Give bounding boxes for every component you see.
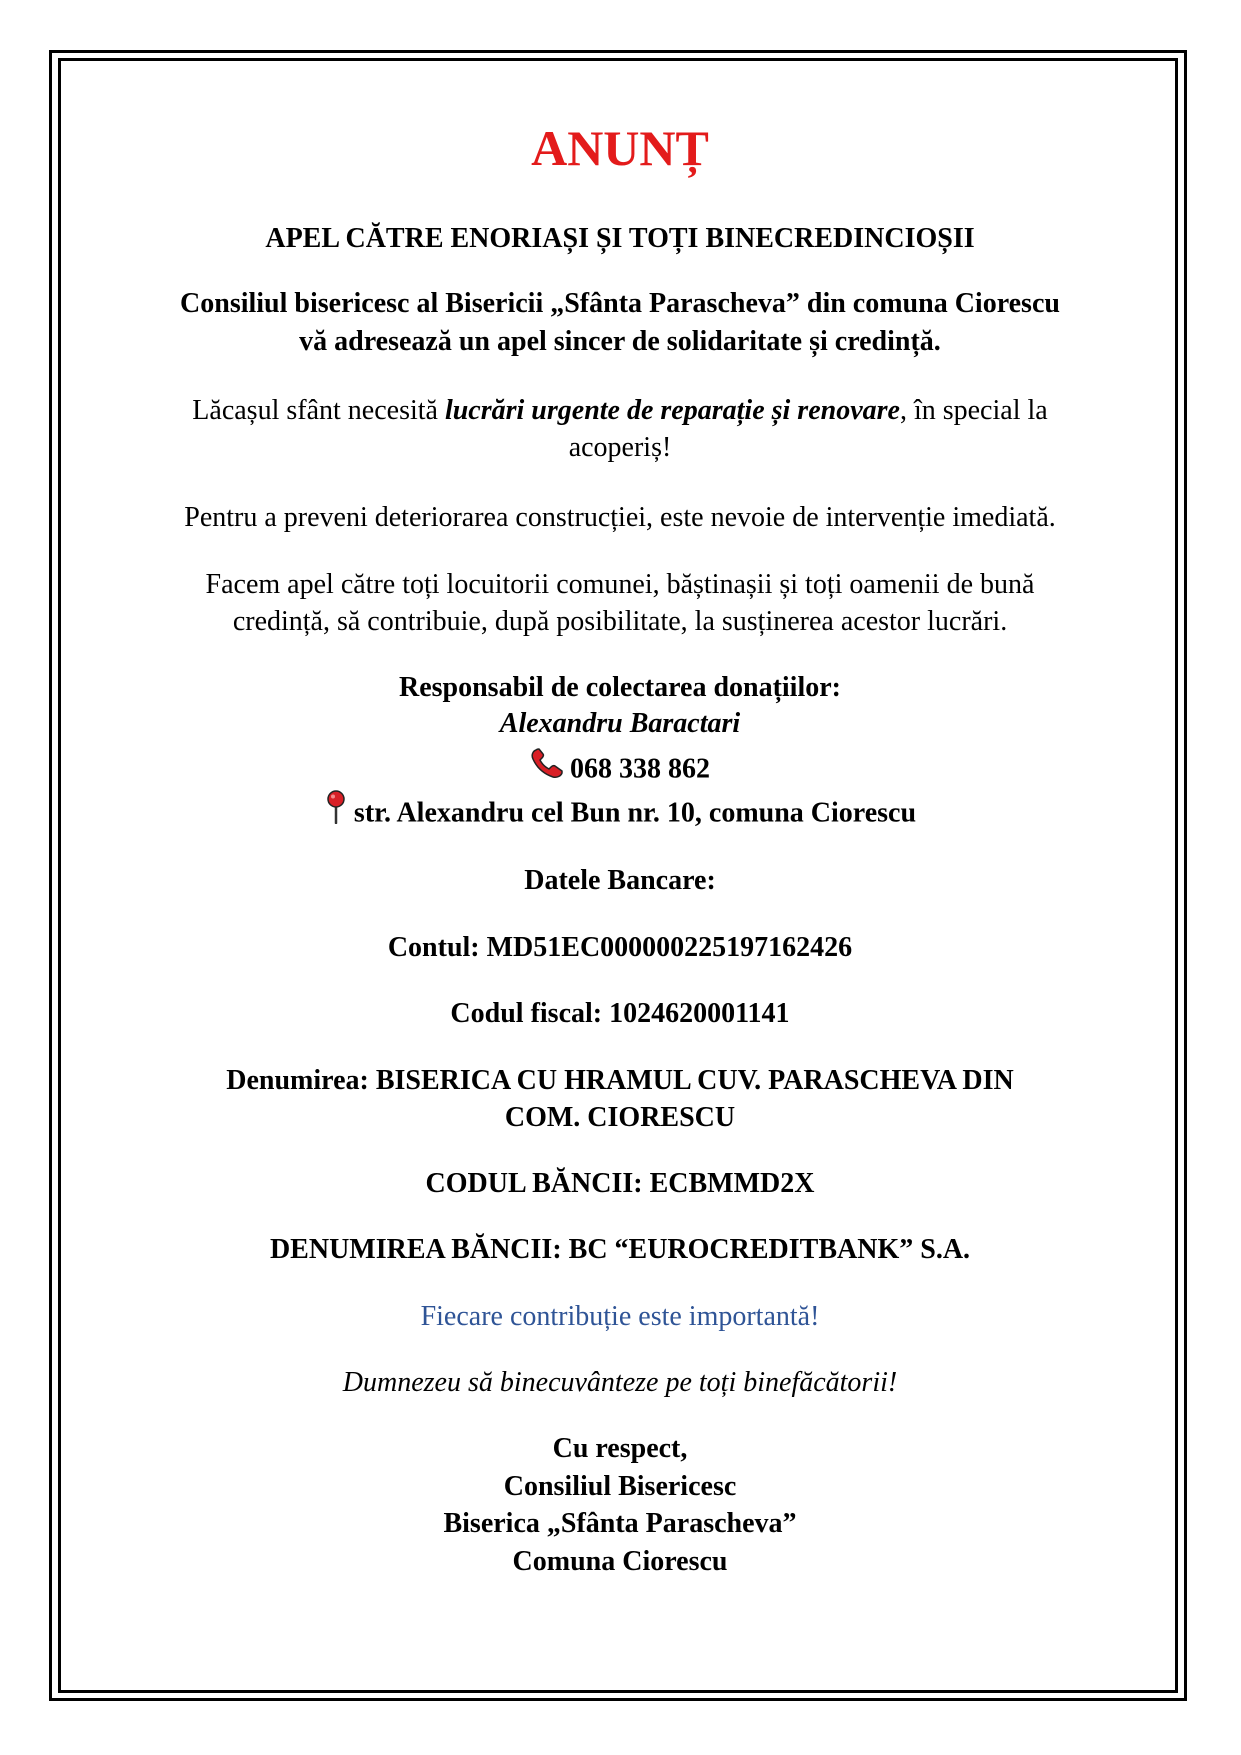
- contact-name: Alexandru Baractari: [499, 708, 741, 739]
- bank-heading: Datele Bancare:: [524, 865, 716, 896]
- signature-commune: Comuna Ciorescu: [512, 1546, 728, 1577]
- paragraph-repairs-emphasis: lucrări urgente de reparație și renovare: [444, 395, 900, 426]
- contact-phone: 068 338 862: [570, 753, 710, 785]
- phone-icon: [530, 747, 564, 789]
- bank-name-line-2: COM. CIORESCU: [504, 1102, 736, 1133]
- paragraph-prevent: Pentru a preveni deteriorarea construcției, este nevoie de intervenție imediată.: [184, 502, 1056, 533]
- bank-name-line-1: Denumirea: BISERICA CU HRAMUL CUV. PARASCHEVA DIN: [226, 1065, 1014, 1096]
- paragraph-repairs-line-2: acoperiș!: [568, 432, 672, 463]
- bank-account: Contul: MD51EC000000225197162426: [387, 932, 853, 963]
- contact-heading: Responsabil de colectarea donațiilor:: [398, 672, 841, 703]
- blessing-note: Dumnezeu să binecuvânteze pe toți binefăcătorii!: [342, 1367, 898, 1398]
- announcement-title: ANUNȚ: [531, 120, 709, 176]
- intro-line-1: Consiliul bisericesc al Bisericii „Sfânta Parascheva” din comuna Ciorescu: [180, 288, 1060, 319]
- bank-institution: DENUMIREA BĂNCII: BC “EUROCREDITBANK” S.A.: [269, 1234, 971, 1265]
- intro-line-2: vă adresează un apel sincer de solidaritate și credință.: [299, 326, 941, 357]
- contribution-note: Fiecare contribuție este importantă!: [420, 1301, 820, 1332]
- paragraph-appeal-line-2: credință, să contribuie, după posibilitate, la susținerea acestor lucrări.: [232, 606, 1008, 637]
- signature-regards: Cu respect,: [552, 1433, 688, 1464]
- contact-phone-row: [70, 750, 1170, 792]
- paragraph-repairs: [70, 393, 1170, 429]
- bank-code: CODUL BĂNCII: ECBMMD2X: [425, 1168, 815, 1199]
- paragraph-repairs-prefix: Lăcașul sfânt necesită: [192, 395, 445, 426]
- pushpin-icon: [324, 790, 348, 834]
- signature-church: Biserica „Sfânta Parascheva”: [443, 1508, 797, 1539]
- contact-address-row: [70, 793, 1170, 837]
- announcement-subtitle: APEL CĂTRE ENORIAȘI ȘI TOȚI BINECREDINCIOȘII: [265, 223, 975, 254]
- signature-council: Consiliul Bisericesc: [503, 1471, 737, 1502]
- bank-fiscal-code: Codul fiscal: 1024620001141: [450, 998, 790, 1029]
- contact-address: str. Alexandru cel Bun nr. 10, comuna Ciorescu: [353, 797, 917, 829]
- paragraph-appeal-line-1: Facem apel către toți locuitorii comunei, băștinașii și toți oamenii de bună: [205, 569, 1035, 600]
- paragraph-repairs-suffix: , în special la: [899, 395, 1048, 426]
